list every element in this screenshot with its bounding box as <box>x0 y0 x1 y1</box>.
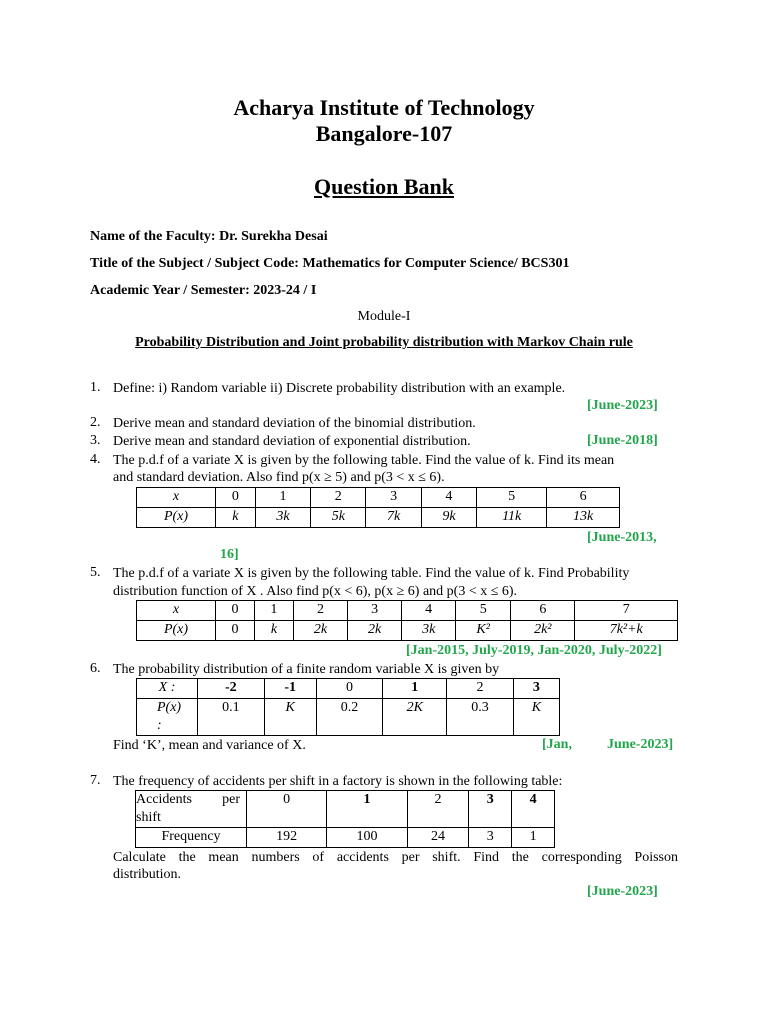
exam-tag: June-2023] <box>607 737 674 752</box>
table-cell: k <box>216 508 256 528</box>
table-cell: 1 <box>254 601 293 621</box>
table-cell: 0.1 <box>198 699 265 736</box>
exam-tag: [June-2013, <box>587 530 657 545</box>
question-text: Derive mean and standard deviation of the binomial distribution. <box>113 416 476 431</box>
table-cell: 5 <box>477 488 547 508</box>
pdf-table-q4 <box>136 487 620 528</box>
table-cell: 24 <box>407 828 469 848</box>
academic-year-line: Academic Year / Semester: 2023-24 / I <box>90 283 317 298</box>
exam-tag: [June-2018] <box>587 433 658 448</box>
table-cell: 0.2 <box>316 699 383 736</box>
table-cell: 6 <box>511 601 575 621</box>
question-text: The frequency of accidents per shift in a factory is shown in the following table: <box>113 774 563 789</box>
table-cell: 2k <box>348 621 402 641</box>
table-cell: 9k <box>421 508 476 528</box>
faculty-line: Name of the Faculty: Dr. Surekha Desai <box>90 229 328 244</box>
table-cell: P(x) <box>137 508 216 528</box>
institute-city: Bangalore-107 <box>315 121 453 146</box>
table-cell-text: Accidents <box>136 792 192 807</box>
table-cell: 3k <box>255 508 310 528</box>
table-cell: 11k <box>477 508 547 528</box>
table-cell: 2 <box>447 679 514 699</box>
table-cell: X : <box>137 679 198 699</box>
page-title-text: Question Bank <box>314 174 454 199</box>
table-cell: 1 <box>255 488 310 508</box>
table-row <box>137 699 560 736</box>
module-topic <box>0 335 768 351</box>
table-cell: 3 <box>513 679 559 699</box>
table-cell-text: P(x) <box>157 700 182 715</box>
table-cell: 192 <box>247 828 327 848</box>
table-row <box>137 601 678 621</box>
table-cell: K <box>513 699 559 736</box>
table-cell: 0 <box>216 601 255 621</box>
table-cell: 7k²+k <box>575 621 678 641</box>
question-text: distribution function of X . Also find p(x < 6), p(x ≥ 6) and p(3 < x ≤ 6). <box>113 584 518 599</box>
question-text: The probability distribution of a finite random variable X is given by <box>113 662 500 677</box>
table-row <box>137 508 620 528</box>
exam-tag: [Jan, <box>542 737 572 752</box>
table-cell: 2 <box>311 488 366 508</box>
table-cell: 2k² <box>511 621 575 641</box>
table-row <box>136 828 555 848</box>
table-cell: 1 <box>383 679 447 699</box>
table-row <box>137 679 560 699</box>
table-cell: 4 <box>512 791 555 828</box>
table-cell: k <box>254 621 293 641</box>
exam-tag: [June-2023] <box>587 884 658 899</box>
table-cell: 0 <box>316 679 383 699</box>
table-cell: 2k <box>293 621 347 641</box>
table-cell-text: shift <box>136 810 161 825</box>
table-cell: Frequency <box>136 828 247 848</box>
question-number: 2. <box>90 415 101 430</box>
table-cell: -2 <box>198 679 265 699</box>
question-text: Calculate the mean numbers of accidents per shift. Find the corresponding Poisson <box>113 850 678 865</box>
pdf-table-q5 <box>136 600 678 641</box>
table-cell <box>136 791 247 828</box>
table-cell: 5 <box>456 601 511 621</box>
table-cell: 2 <box>407 791 469 828</box>
question-number: 1. <box>90 380 101 395</box>
table-cell: 100 <box>327 828 407 848</box>
table-cell: P(x) <box>137 621 216 641</box>
table-cell: 0 <box>216 621 255 641</box>
table-row <box>136 791 555 828</box>
exam-tag: [Jan-2015, July-2019, Jan-2020, July-2022] <box>406 643 662 658</box>
table-cell: 4 <box>421 488 476 508</box>
table-row <box>137 621 678 641</box>
table-cell-text: per <box>222 792 240 807</box>
table-cell: 3k <box>402 621 456 641</box>
question-text: distribution. <box>113 867 182 882</box>
module-name: Module-I <box>357 309 411 324</box>
table-cell: 1 <box>512 828 555 848</box>
subject-line: Title of the Subject / Subject Code: Mathematics for Computer Science/ BCS301 <box>90 256 570 271</box>
table-cell: K² <box>456 621 511 641</box>
table-cell <box>137 699 198 736</box>
table-cell: 2 <box>293 601 347 621</box>
table-cell: 7k <box>366 508 421 528</box>
table-cell: 6 <box>547 488 620 508</box>
module-topic-text: Probability Distribution and Joint probability distribution with Markov Chain rule <box>135 335 633 350</box>
exam-tag-continued: 16] <box>220 547 239 562</box>
table-cell-text: : <box>157 718 162 733</box>
institute-name: Acharya Institute of Technology <box>233 95 535 120</box>
question-text: and standard deviation. Also find p(x ≥ 5) and p(3 < x ≤ 6). <box>113 470 445 485</box>
table-header-line <box>136 791 246 809</box>
table-cell: -1 <box>264 679 316 699</box>
question-text: Find ‘K’, mean and variance of X. <box>113 738 306 753</box>
table-cell: 0 <box>247 791 327 828</box>
question-number: 6. <box>90 661 101 676</box>
table-cell: 2K <box>383 699 447 736</box>
question-text: The p.d.f of a variate X is given by the following table. Find the value of k. Find Probability <box>113 566 630 581</box>
table-cell: 3 <box>469 828 512 848</box>
table-cell: x <box>137 601 216 621</box>
probability-table-q6 <box>136 678 560 736</box>
question-number: 5. <box>90 565 101 580</box>
table-cell: K <box>264 699 316 736</box>
table-cell: x <box>137 488 216 508</box>
question-text: Define: i) Random variable ii) Discrete probability distribution with an example. <box>113 381 566 396</box>
question-text: The p.d.f of a variate X is given by the following table. Find the value of k. Find its mean <box>113 453 615 468</box>
question-number: 4. <box>90 452 101 467</box>
page-title <box>0 174 768 200</box>
accidents-table-q7 <box>135 790 555 848</box>
table-cell: 3 <box>469 791 512 828</box>
question-number: 7. <box>90 773 101 788</box>
table-cell: 1 <box>327 791 407 828</box>
table-cell: 3 <box>348 601 402 621</box>
table-cell: 4 <box>402 601 456 621</box>
table-cell: 3 <box>366 488 421 508</box>
table-cell: 0 <box>216 488 256 508</box>
table-cell: 13k <box>547 508 620 528</box>
exam-tag: [June-2023] <box>587 398 658 413</box>
table-cell: 7 <box>575 601 678 621</box>
table-cell: 0.3 <box>447 699 514 736</box>
question-text: Derive mean and standard deviation of exponential distribution. <box>113 434 471 449</box>
table-cell: 5k <box>311 508 366 528</box>
table-row <box>137 488 620 508</box>
question-number: 3. <box>90 433 101 448</box>
